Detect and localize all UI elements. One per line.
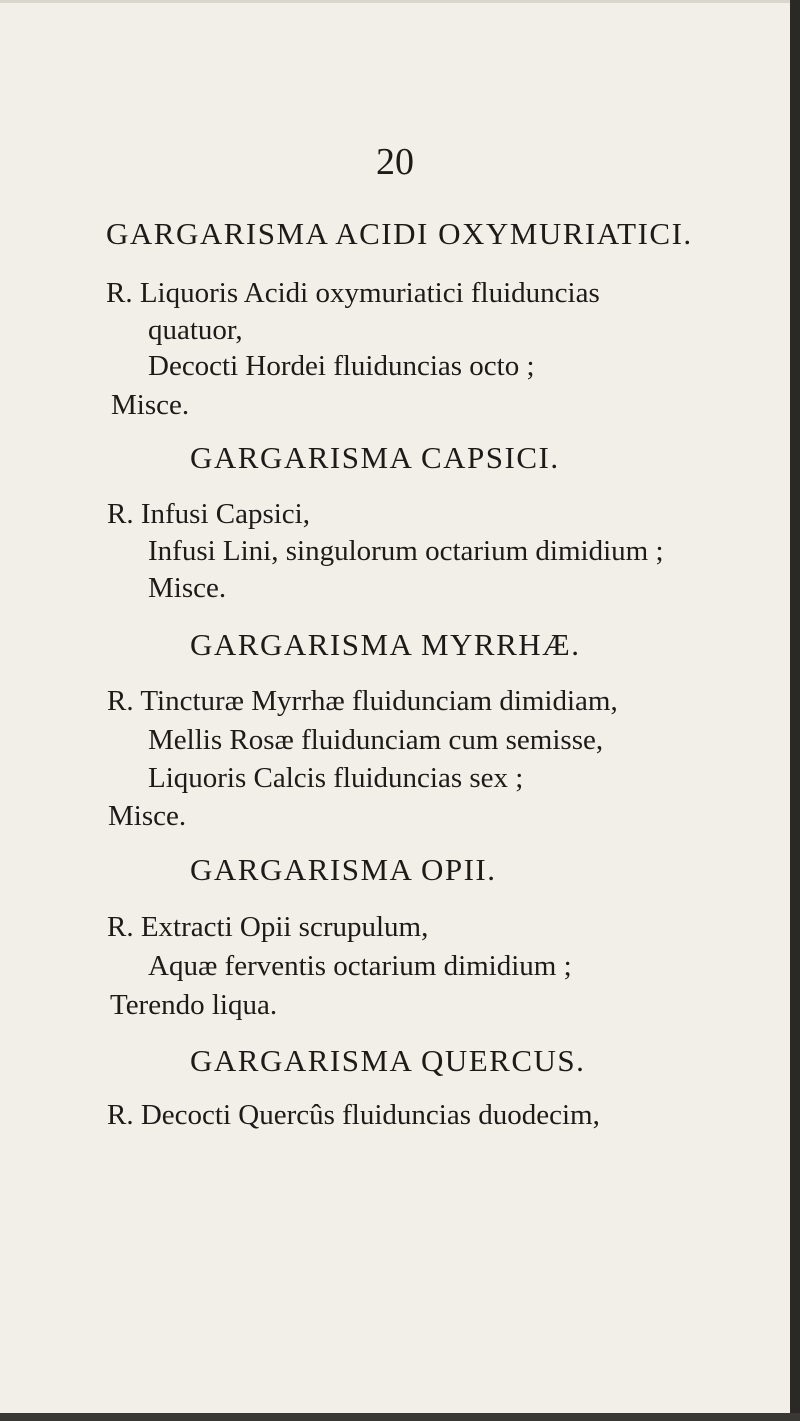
recipe-line: R. Decocti Quercûs fluiduncias duodecim, — [107, 1099, 600, 1131]
recipe-line: quatuor, — [148, 314, 243, 346]
recipe-line: R. Tincturæ Myrrhæ fluidunciam dimidiam, — [107, 685, 618, 717]
recipe-line: Liquoris Calcis fluiduncias sex ; — [148, 762, 524, 794]
recipe-line: Misce. — [108, 800, 187, 832]
recipe-line: R. Infusi Capsici, — [107, 498, 310, 530]
recipe-line: Infusi Lini, singulorum octarium dimidium ; — [148, 535, 664, 567]
section-title-capsici: GARGARISMA CAPSICI. — [190, 440, 560, 475]
recipe-line: Aquæ ferventis octarium dimidium ; — [148, 950, 572, 982]
section-title-quercus: GARGARISMA QUERCUS. — [190, 1043, 586, 1078]
page-bottom-edge — [0, 1413, 800, 1421]
page-number: 20 — [376, 141, 414, 183]
recipe-line: Decocti Hordei fluiduncias octo ; — [148, 350, 535, 382]
section-title-myrrhae: GARGARISMA MYRRHÆ. — [190, 627, 581, 662]
recipe-line: Misce. — [148, 572, 227, 604]
recipe-line: Misce. — [111, 389, 190, 421]
recipe-line: R. Liquoris Acidi oxymuriatici fluiduncias — [106, 277, 600, 309]
section-title-oxymuriatici: GARGARISMA ACIDI OXYMURIATICI. — [106, 216, 693, 251]
recipe-line: R. Extracti Opii scrupulum, — [107, 911, 429, 943]
section-title-opii: GARGARISMA OPII. — [190, 852, 497, 887]
recipe-line: Terendo liqua. — [110, 989, 278, 1021]
page-right-edge — [790, 0, 800, 1421]
page-top-edge — [0, 0, 800, 3]
recipe-line: Mellis Rosæ fluidunciam cum semisse, — [148, 724, 604, 756]
